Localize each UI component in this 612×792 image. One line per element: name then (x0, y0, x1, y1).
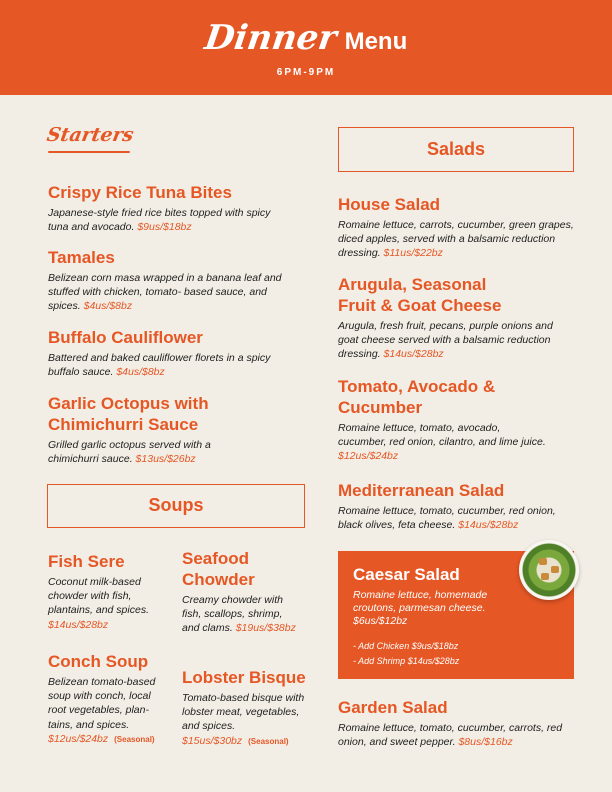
item-price: $15us/$30bz (182, 734, 243, 747)
menu-item (338, 480, 583, 532)
title-script: Dinner (201, 18, 339, 58)
item-desc: Romaine lettuce, tomato, cucumber, carrots, red onion, and sweet pepper. $8us/$16bz (338, 722, 563, 749)
service-hours: 6PM-9PM (276, 67, 336, 78)
item-name: Garlic Octopus with Chimichurri Sauce (48, 394, 209, 434)
item-name: Garden Salad (338, 698, 448, 717)
item-name: Arugula, Seasonal Fruit & Goat Cheese (338, 275, 502, 315)
item-name: Buffalo Cauliflower (48, 328, 203, 347)
item-price: $6us/$12bz (353, 615, 408, 627)
starters-heading: Starters (45, 124, 136, 146)
item-name: House Salad (338, 195, 441, 214)
item-price: $9us/$18bz (137, 221, 192, 234)
menu-item (48, 551, 168, 632)
item-desc: Tomato-based bisque with lobster meat, vegetables, and spices. $15us/$30bz (Seasonal) (182, 692, 305, 747)
item-desc: Japanese-style fried rice bites topped with spicy tuna and avocado. $9us/$18bz (48, 207, 271, 234)
item-price: $12us/$24bz (338, 450, 399, 463)
item-name: Tamales (48, 248, 115, 267)
item-desc: Arugula, fresh fruit, pecans, purple onions and goat cheese served with a balsamic reduction dressing. $14us/$28bz (338, 320, 553, 361)
item-desc: Romaine lettuce, homemade croutons, parmesan cheese. $6us/$12bz (353, 589, 488, 627)
item-price: $14us/$28bz (458, 519, 519, 532)
menu-item (182, 548, 302, 636)
menu-item (48, 327, 288, 379)
item-name: Crispy Rice Tuna Bites (48, 183, 232, 202)
crouton (541, 573, 549, 580)
title-menu-word: Menu (344, 28, 408, 55)
item-price: $19us/$38bz (235, 622, 296, 635)
item-price: $11us/$22bz (383, 247, 443, 260)
seasonal-note: (Seasonal) (248, 736, 289, 746)
menu-item (338, 274, 574, 362)
item-name: Fish Sere (48, 552, 125, 571)
item-name: Mediterranean Salad (338, 481, 505, 500)
item-desc: Romaine lettuce, carrots, cucumber, green grapes, diced apples, served with a balsamic reduction dressing. $11us/$22bz (338, 219, 574, 260)
starters-underline (48, 151, 130, 153)
item-desc: Grilled garlic octopus served with a chimichurri sauce. $13us/$26bz (48, 439, 211, 466)
menu-item (338, 194, 574, 261)
addon-shrimp: - Add Shrimp $14us/$28bz (353, 656, 460, 666)
crouton (539, 558, 547, 565)
salad-photo (519, 540, 579, 600)
item-price: $4us/$8bz (83, 300, 133, 313)
soups-heading: Soups (47, 484, 305, 528)
item-desc: Belizean tomato-based soup with conch, local root vegetables, plan-tains, and spices. $12us/$24bz (Seasonal) (48, 676, 156, 745)
item-desc: Belizean corn masa wrapped in a banana leaf and stuffed with chicken, tomato- based sauce, and spices. $4us/$8bz (48, 272, 282, 313)
item-name: Seafood Chowder (182, 549, 255, 589)
item-price: $13us/$26bz (135, 453, 196, 466)
salads-heading: Salads (338, 127, 574, 172)
seasonal-note: (Seasonal) (114, 734, 155, 744)
menu-item (338, 697, 583, 749)
menu-item (48, 247, 296, 314)
item-name: Caesar Salad (353, 565, 460, 584)
item-price: $4us/$8bz (116, 366, 165, 379)
item-name: Lobster Bisque (182, 668, 306, 687)
menu-item (182, 667, 312, 749)
menu-header (0, 0, 612, 95)
menu-item (48, 393, 263, 466)
menu-item (48, 651, 170, 747)
item-price: $14us/$28bz (383, 348, 444, 361)
item-name: Tomato, Avocado & Cucumber (338, 377, 496, 417)
item-price: $12us/$24bz (48, 732, 109, 745)
addon-chicken: - Add Chicken $9us/$18bz (353, 641, 459, 651)
item-desc: Romaine lettuce, tomato, avocado, cucumber, red onion, cilantro, and lime juice. $12us/$24bz (338, 422, 546, 463)
item-price: $14us/$28bz (48, 618, 109, 631)
item-desc: Romaine lettuce, tomato, cucumber, red onion, black olives, feta cheese. $14us/$28bz (338, 505, 556, 532)
menu-title (0, 18, 612, 58)
item-desc: Battered and baked cauliflower florets in a spicy buffalo sauce. $4us/$8bz (48, 352, 271, 379)
menu-item (48, 182, 288, 234)
item-name: Conch Soup (48, 652, 149, 671)
menu-item (338, 376, 548, 464)
crouton (551, 566, 559, 573)
caesar-addons (353, 639, 459, 669)
item-desc: Creamy chowder with fish, scallops, shrimp, and clams. $19us/$38bz (182, 594, 296, 635)
item-desc: Coconut milk-based chowder with fish, plantains, and spices. $14us/$28bz (48, 576, 149, 631)
item-price: $8us/$16bz (458, 736, 513, 749)
